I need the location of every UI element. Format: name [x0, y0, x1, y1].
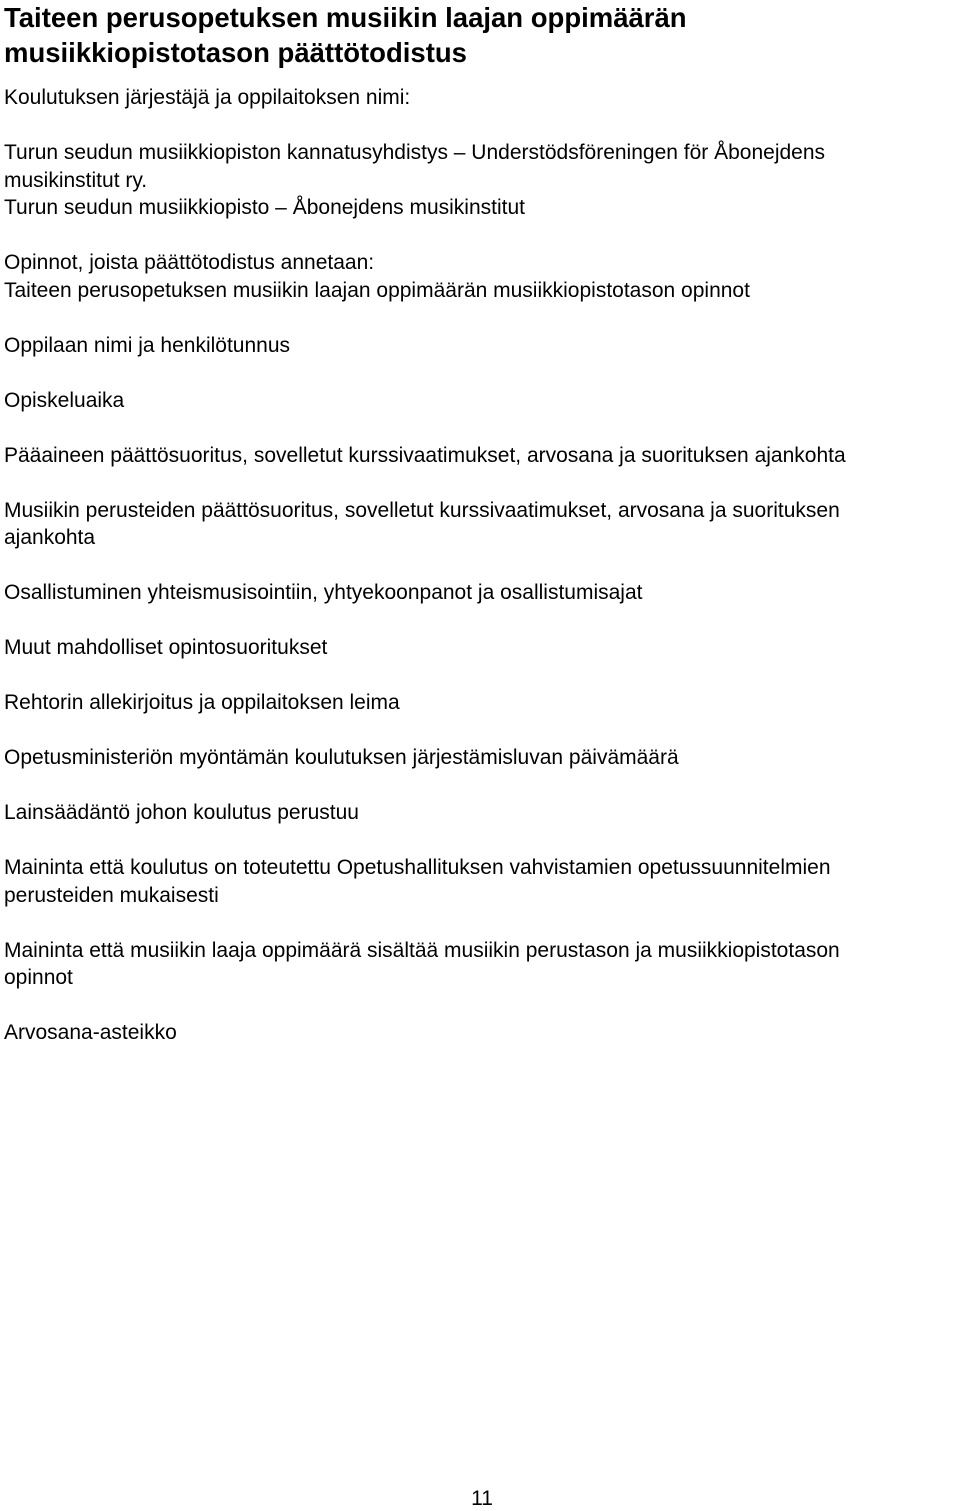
studies-label: Opinnot, joista päättötodistus annetaan: — [4, 251, 375, 274]
field-scope-note — [4, 937, 954, 992]
field-study-time: Opiskeluaika — [4, 388, 125, 412]
title-line-1: Taiteen perusopetuksen musiikin laajan oppimäärän — [4, 2, 687, 33]
field-curriculum-note — [4, 854, 954, 909]
field-legislation: Lainsäädäntö johon koulutus perustuu — [4, 801, 359, 824]
page-number: 11 — [471, 1487, 493, 1510]
organizer-line-2: musikinstitut ry. — [4, 168, 148, 192]
music-basics-line-1: Musiikin perusteiden päättösuoritus, sovelletut kurssivaatimukset, arvosana ja suorituksen — [4, 498, 840, 522]
field-grading-scale: Arvosana-asteikko — [4, 1021, 177, 1044]
music-basics-line-2: ajankohta — [4, 526, 96, 549]
scope-line-2: opinnot — [4, 966, 73, 989]
field-signature: Rehtorin allekirjoitus ja oppilaitoksen leima — [4, 691, 400, 714]
organizer-block — [4, 139, 954, 222]
field-ensemble: Osallistuminen yhteismusisointiin, yhtyekoonpanot ja osallistumisajat — [4, 581, 643, 604]
field-main-subject: Pääaineen päättösuoritus, sovelletut kurssivaatimukset, arvosana ja suorituksen ajankohta — [4, 443, 846, 467]
organizer-line-1: Turun seudun musiikkiopiston kannatusyhdistys – Understödsföreningen för Åbonejdens — [4, 141, 826, 164]
page-title — [4, 0, 954, 70]
field-student: Oppilaan nimi ja henkilötunnus — [4, 333, 291, 357]
studies-block — [4, 249, 954, 304]
curriculum-line-2: perusteiden mukaisesti — [4, 883, 219, 907]
organizer-label: Koulutuksen järjestäjä ja oppilaitoksen nimi: — [4, 86, 411, 109]
field-music-basics — [4, 497, 954, 552]
field-other-studies: Muut mahdolliset opintosuoritukset — [4, 636, 328, 659]
title-line-2: musiikkiopistotason päättötodistus — [4, 37, 467, 68]
curriculum-line-1: Maininta että koulutus on toteutettu Opetushallituksen vahvistamien opetussuunnitelmien — [4, 856, 831, 879]
field-permit-date: Opetusministeriön myöntämän koulutuksen järjestämisluvan päivämäärä — [4, 746, 679, 769]
studies-value: Taiteen perusopetuksen musiikin laajan oppimäärän musiikkiopistotason opinnot — [4, 278, 750, 302]
scope-line-1: Maininta että musiikin laaja oppimäärä sisältää musiikin perustason ja musiikkiopistotason — [4, 938, 840, 962]
organizer-line-3: Turun seudun musiikkiopisto – Åbonejdens musikinstitut — [4, 196, 525, 219]
certificate-page — [4, 0, 954, 1047]
